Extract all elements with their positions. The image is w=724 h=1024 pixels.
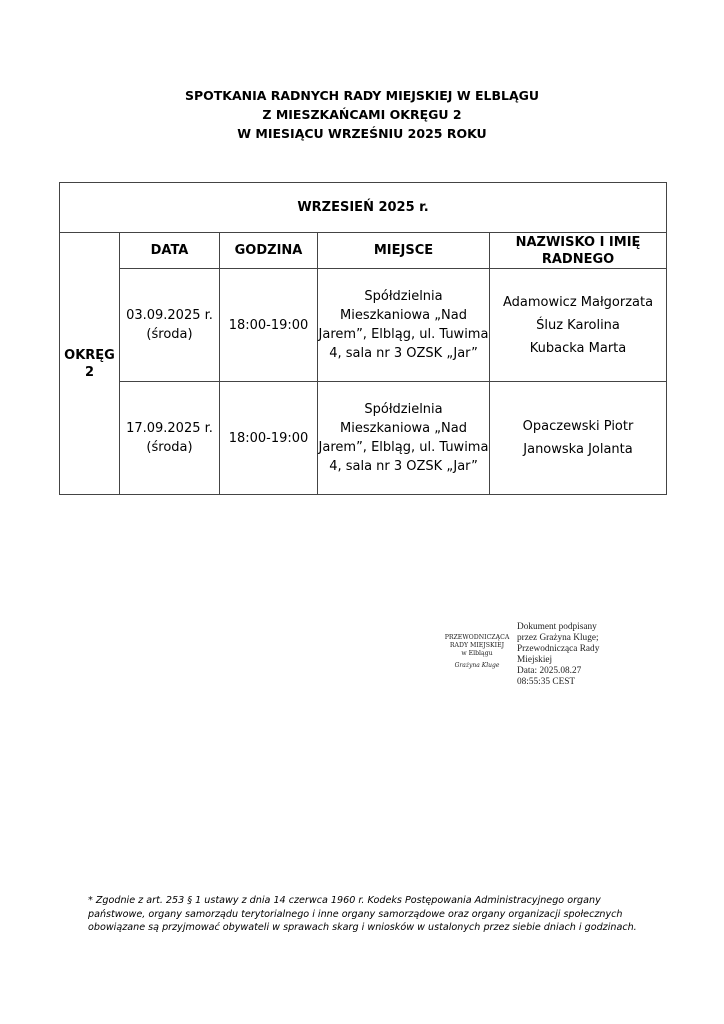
schedule-table — [59, 182, 667, 495]
signature-time: 08:55:35 CEST — [517, 677, 576, 687]
column-header-row — [60, 233, 667, 269]
header-name: NAZWISKO I IMIĘ RADNEGO — [490, 233, 667, 269]
header-date: DATA — [120, 233, 220, 269]
district-number: 2 — [84, 364, 95, 380]
place-cell: Spółdzielnia Mieszkaniowa „Nad Jarem”, Elbląg, ul. Tuwima 4, sala nr 3 OZSK „Jar” — [318, 382, 490, 495]
time-cell: 18:00-19:00 — [220, 382, 318, 495]
table-row — [60, 382, 667, 495]
title-line-2: Z MIESZKAŃCAMI OKRĘGU 2 — [262, 107, 462, 122]
document-title — [0, 86, 724, 143]
header-time: GODZINA — [220, 233, 318, 269]
councillor-name: Adamowicz Małgorzata — [502, 294, 654, 310]
day-value: (środa) — [146, 440, 193, 455]
day-value: (środa) — [146, 327, 193, 342]
title-line-1: SPOTKANIA RADNYCH RADY MIEJSKIEJ W ELBLĄGU — [184, 88, 540, 103]
date-value: 17.09.2025 r. — [126, 421, 213, 436]
date-value: 03.09.2025 r. — [126, 308, 213, 323]
councillor-name: Opaczewski Piotr — [522, 419, 634, 434]
time-cell: 18:00-19:00 — [220, 269, 318, 382]
header-place: MIEJSCE — [318, 233, 490, 269]
table-row — [60, 269, 667, 382]
signature-info-line: Miejskiej — [517, 655, 553, 665]
signature-info-line: Dokument podpisany — [517, 622, 597, 632]
district-label: OKRĘG — [64, 347, 115, 363]
month-header: WRZESIEŃ 2025 r. — [60, 183, 667, 233]
stamp-line-1: PRZEWODNICZĄCA — [444, 634, 510, 641]
legal-footnote: * Zgodnie z art. 253 § 1 ustawy z dnia 14 czerwca 1960 r. Kodeks Postępowania Administracyjnego organy państwowe, organy samorządu terytorialnego i inne organy samorządowe oraz organy organizacji społecznych obowiązane są przyjmować obywateli w sprawach skarg i wniosków w ustalonych przez siebie dniach i godzinach. — [88, 895, 637, 933]
signature-info — [517, 622, 637, 688]
title-line-3: W MIESIĄCU WRZEŚNIU 2025 ROKU — [237, 126, 487, 141]
names-cell — [490, 382, 667, 495]
councillor-name: Kubacka Marta — [529, 340, 627, 356]
councillor-name: Janowska Jolanta — [523, 442, 633, 457]
signature-info-line: Przewodnicząca Rady — [517, 644, 600, 654]
signature-stamp — [438, 634, 516, 670]
date-cell — [120, 382, 220, 495]
signature-info-line: przez Grażyna Kluge; — [517, 633, 599, 643]
district-cell — [60, 233, 120, 495]
stamp-line-2: RADY MIEJSKIEJ — [449, 642, 505, 649]
month-row — [60, 183, 667, 233]
stamp-signer-name: Grażyna Kluge — [454, 662, 500, 669]
councillor-name: Śluz Karolina — [536, 317, 620, 333]
date-cell — [120, 269, 220, 382]
names-cell — [490, 269, 667, 382]
place-cell: Spółdzielnia Mieszkaniowa „Nad Jarem”, Elbląg, ul. Tuwima 4, sala nr 3 OZSK „Jar” — [318, 269, 490, 382]
signature-date: Data: 2025.08.27 — [517, 666, 582, 676]
stamp-line-3: w Elblągu — [461, 650, 493, 657]
